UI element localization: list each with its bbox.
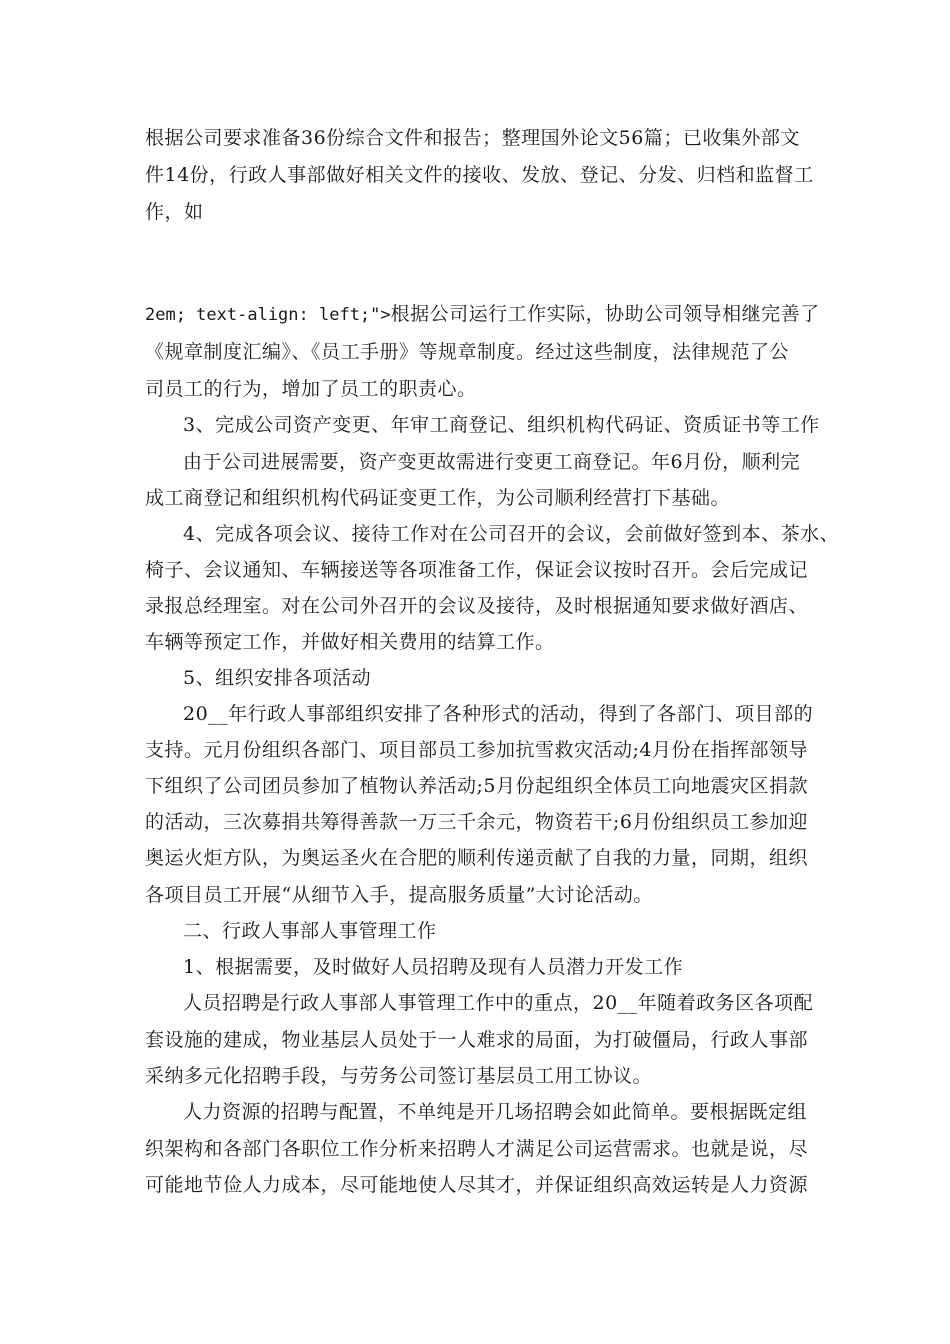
- paragraph-line: 椅子、会议通知、车辆接送等各项准备工作，保证会议按时召开。会后完成记: [145, 559, 809, 581]
- paragraph-line: 录报总经理室。对在公司外召开的会议及接待，及时根据通知要求做好酒店、: [145, 595, 809, 617]
- paragraph-line: 司员工的行为，增加了员工的职责心。: [145, 378, 477, 400]
- paragraph-line: 支持。元月份组织各部门、项目部员工参加抗雪救灾活动;4月份在指挥部领导: [145, 739, 808, 761]
- part-heading: 二、行政人事部人事管理工作: [183, 920, 437, 942]
- paragraph-line: 人员招聘是行政人事部人事管理工作中的重点，20__年随着政务区各项配: [183, 992, 814, 1014]
- paragraph-line: 作，如: [145, 201, 204, 223]
- paragraph-line: 车辆等预定工作，并做好相关费用的结算工作。: [145, 631, 555, 653]
- paragraph-line: 下组织了公司团员参加了植物认养活动;5月份起组织全体员工向地震灾区捐款: [145, 775, 808, 797]
- paragraph-line: 各项目员工开展“从细节入手，提高服务质量”大讨论活动。: [145, 884, 653, 906]
- paragraph-line: 件14份，行政人事部做好相关文件的接收、发放、登记、分发、归档和监督工: [145, 164, 814, 186]
- code-fragment: 2em; text-align: left;">: [145, 305, 391, 325]
- paragraph-line: 可能地节俭人力成本，尽可能地使人尽其才，并保证组织高效运转是人力资源: [145, 1174, 809, 1196]
- paragraph-line: 套设施的建成，物业基层人员处于一人难求的局面，为打破僵局，行政人事部: [145, 1029, 809, 1051]
- section-heading: 5、组织安排各项活动: [183, 667, 372, 689]
- paragraph-line: 的活动，三次募捐共筹得善款一万三千余元，物资若干;6月份组织员工参加迎: [145, 811, 808, 833]
- paragraph-line: 成工商登记和组织机构代码证变更工作，为公司顺利经营打下基础。: [145, 487, 731, 509]
- paragraph-line: 20__年行政人事部组织安排了各种形式的活动，得到了各部门、项目部的: [183, 703, 814, 725]
- paragraph-line: 根据公司要求准备36份综合文件和报告；整理国外论文56篇；已收集外部文: [145, 127, 800, 149]
- paragraph-line: 《规章制度汇编》、《员工手册》等规章制度。经过这些制度，法律规范了公: [145, 341, 790, 363]
- paragraph-line: 由于公司进展需要，资产变更故需进行变更工商登记。年6月份，顺利完: [183, 451, 801, 473]
- paragraph-line-with-code: [145, 302, 820, 326]
- paragraph-text: 根据公司运行工作实际，协助公司领导相继完善了: [390, 303, 820, 325]
- paragraph-line: 织架构和各部门各职位工作分析来招聘人才满足公司运营需求。也就是说，尽: [145, 1138, 809, 1160]
- section-heading: 1、根据需要，及时做好人员招聘及现有人员潜力开发工作: [183, 956, 684, 978]
- paragraph-line: 采纳多元化招聘手段，与劳务公司签订基层员工用工协议。: [145, 1065, 653, 1087]
- paragraph-line: 人力资源的招聘与配置，不单纯是开几场招聘会如此简单。要根据既定组: [183, 1101, 808, 1123]
- paragraph-line: 4、完成各项会议、接待工作对在公司召开的会议，会前做好签到本、茶水、: [183, 523, 840, 545]
- paragraph-line: 奥运火炬方队，为奥运圣火在合肥的顺利传递贡献了自我的力量，同期，组织: [145, 847, 809, 869]
- section-heading: 3、完成公司资产变更、年审工商登记、组织机构代码证、资质证书等工作: [183, 414, 820, 436]
